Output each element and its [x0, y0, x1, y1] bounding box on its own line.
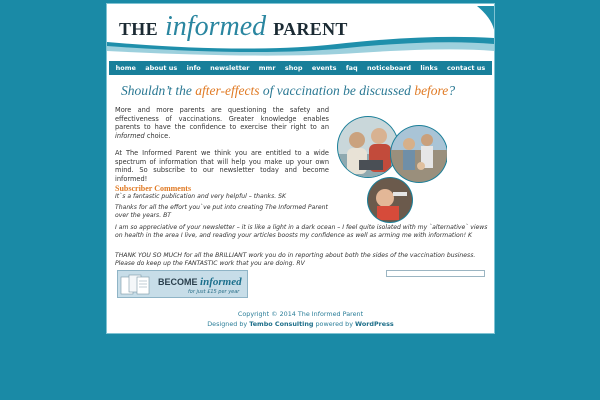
nav-shop[interactable]: shop — [284, 64, 303, 72]
page-headline — [121, 83, 455, 99]
banner-become — [158, 276, 242, 288]
footer-copyright: Copyright © 2014 The Informed Parent — [237, 310, 364, 318]
logo-informed: informed — [165, 11, 267, 42]
site-logo[interactable] — [119, 13, 348, 41]
nav-info[interactable]: info — [186, 64, 201, 72]
nav-home[interactable]: home — [115, 64, 136, 72]
site-header — [107, 4, 494, 57]
banner-informed-word: informed — [200, 276, 242, 288]
nav-about-us[interactable]: about us — [145, 64, 178, 72]
become-informed-banner[interactable] — [117, 270, 248, 298]
intro-paragraph-2: At The Informed Parent we think you are entitled to a wide spectrum of information that will help you make up your own mind. So subscribe to our newsletter today and become informed! — [115, 149, 329, 183]
intro-text-b: choice. — [144, 131, 171, 140]
nav-mmr[interactable]: mmr — [258, 64, 276, 72]
newsletter-stack-icon — [120, 274, 156, 296]
nav-newsletter[interactable]: newsletter — [210, 64, 250, 72]
family-photo-collage — [335, 114, 447, 226]
headline-part3: ? — [448, 83, 456, 98]
footer-powered-by: powered by — [313, 319, 356, 328]
footer-designer-link[interactable]: Tembo Consulting — [249, 319, 314, 328]
headline-part2: of vaccination be discussed — [259, 83, 415, 98]
intro-text-a: More and more parents are questioning the safety and effectiveness of vaccinations. Greater knowledge enables parents to have the confidence to exercise their right to an — [115, 106, 329, 131]
banner-become-word: BECOME — [158, 277, 198, 287]
search-input[interactable] — [386, 270, 485, 277]
nav-links[interactable]: links — [420, 64, 438, 72]
nav-noticeboard[interactable]: noticeboard — [367, 64, 412, 72]
logo-the: THE — [119, 19, 158, 39]
comment-3: I am so appreciative of your newsletter – it is like a light in a dark ocean – I feel quite isolated with my `alternative` views on health in the area I live, and reading your articles boosts my confidence as well as arming me with information! K — [115, 224, 488, 239]
footer-designed-by: Designed by — [207, 319, 250, 328]
intro-paragraph — [115, 106, 329, 140]
footer-platform-link[interactable]: WordPress — [355, 319, 394, 328]
comment-4: THANK YOU SO MUCH for all the BRILLIANT work you do in reporting about both the sides of the vaccination business. Please do keep up the FANTASTIC work that you are doing. RV — [115, 252, 476, 267]
nav-contact-us[interactable]: contact us — [447, 64, 486, 72]
nav-faq[interactable]: faq — [345, 64, 358, 72]
comment-2: Thanks for all the effort you`ve put into creating The Informed Parent over the years. BT — [115, 204, 328, 219]
footer-credits — [107, 320, 494, 330]
comment-1: It`s a fantastic publication and very helpful – thanks. SK — [115, 193, 286, 200]
headline-part1: Shouldn’t the — [121, 83, 196, 98]
photo-child-vaccination — [365, 176, 415, 224]
banner-price: for just £15 per year — [188, 289, 240, 295]
page-container — [106, 3, 495, 334]
headline-highlight-after-effects: after-effects — [195, 83, 260, 98]
site-footer — [107, 310, 494, 329]
headline-highlight-before: before — [414, 83, 449, 98]
logo-parent: PARENT — [273, 19, 348, 39]
subscriber-comments-heading: Subscriber Comments — [115, 184, 192, 193]
intro-text-emphasis: informed — [115, 131, 145, 140]
main-nav — [109, 61, 492, 75]
nav-events[interactable]: events — [311, 64, 337, 72]
